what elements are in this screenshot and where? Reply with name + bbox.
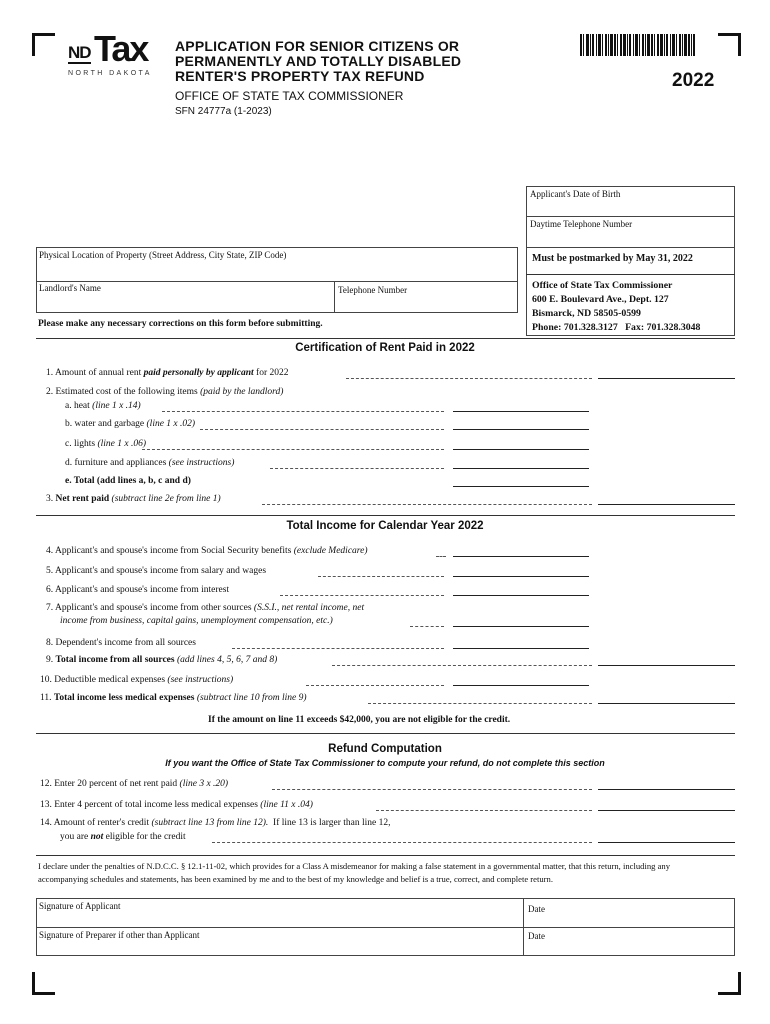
mailing-divider (526, 274, 735, 275)
refund-section-top-rule (36, 733, 735, 734)
form-number: SFN 24777a (1-2023) (175, 106, 272, 117)
income-section-heading: Total Income for Calendar Year 2022 (286, 520, 484, 532)
line-1-year: for 2022 (253, 368, 289, 378)
rent-section-top-rule (36, 338, 735, 339)
line-2c-amount[interactable] (453, 449, 589, 450)
line-9-title: Total income from all sources (55, 655, 175, 665)
line-11-leader (368, 703, 592, 704)
line-13-amount[interactable] (598, 810, 735, 811)
line-14-label (40, 818, 391, 828)
line-13-text: 13. Enter 4 percent of total income less medical expenses (40, 800, 261, 810)
line-1-amount[interactable] (598, 378, 735, 379)
line-7-note-1: (S.S.I., net rental income, net (253, 603, 365, 613)
line-3-formula: (subtract line 2e from line 1) (109, 494, 221, 504)
applicant-date-field[interactable] (523, 898, 735, 928)
title-line-3: RENTER'S PROPERTY TAX REFUND (175, 68, 425, 84)
line-2a-text: a. heat (65, 401, 93, 411)
crop-mark-top-left (32, 33, 55, 56)
landlord-phone-label: Telephone Number (338, 285, 408, 295)
line-14-condition: If line 13 is larger than line 12, (268, 818, 391, 828)
property-location-label: Physical Location of Property (Street Address, City State, ZIP Code) (39, 250, 287, 260)
line-11-title: Total income less medical expenses (53, 693, 195, 703)
line-3-title: Net rent paid (55, 494, 110, 504)
refund-section-subheading: If you want the Office of State Tax Commissioner to compute your refund, do not complete this section (165, 758, 605, 768)
preparer-signature-field[interactable] (36, 927, 524, 956)
line-5-label: 5. Applicant's and spouse's income from salary and wages (46, 566, 267, 576)
line-3-number: 3. (46, 494, 56, 504)
line-7-label (46, 603, 364, 613)
preparer-signature-label: Signature of Preparer if other than Applicant (39, 930, 200, 940)
line-6-label: 6. Applicant's and spouse's income from interest (46, 585, 230, 595)
barcode-image (580, 34, 695, 56)
line-12-amount[interactable] (598, 789, 735, 790)
crop-mark-bottom-right (718, 972, 741, 995)
line-10-label (40, 675, 233, 685)
line-2a-leader (162, 411, 444, 412)
line-2c-label (65, 439, 146, 449)
phone-label: Daytime Telephone Number (530, 219, 633, 229)
line-2a-amount[interactable] (453, 411, 589, 412)
form-title (175, 39, 461, 84)
line-8-leader (232, 648, 444, 649)
line-4-note: (exclude Medicare) (293, 546, 368, 556)
line-1-label (46, 368, 289, 378)
tax-year: 2022 (672, 70, 715, 91)
line-11-amount[interactable] (598, 703, 735, 704)
property-location-field[interactable] (36, 247, 518, 282)
line-14-amount[interactable] (598, 842, 735, 843)
line-5-leader (318, 576, 444, 577)
line-2a-label (65, 401, 141, 411)
line-6-leader (280, 595, 444, 596)
line-8-label: 8. Dependent's income from all sources (46, 638, 196, 648)
line-4-label (46, 546, 368, 556)
line-11-formula: (subtract line 10 from line 9) (194, 693, 307, 703)
postmark-deadline: Must be postmarked by May 31, 2022 (532, 253, 693, 264)
line-7-amount[interactable] (453, 626, 589, 627)
line-7-note-2: income from business, capital gains, unemployment compensation, etc.) (60, 616, 333, 626)
eligibility-warning: If the amount on line 11 exceeds $42,000, you are not eligible for the credit. (208, 715, 511, 725)
line-9-formula: (add lines 4, 5, 6, 7 and 8) (174, 655, 278, 665)
declaration-text: I declare under the penalties of N.D.C.C. § 12.1-11-02, which provides for a Class A misdemeanor for making a false statement in a governmental matter, that this return, including any accompanying schedules and statements, has been examined by me and to the best of my knowledge and belief is a true, correct, and complete return. (38, 861, 671, 884)
line-2c-formula: (line 1 x .06) (97, 439, 147, 449)
line-12-formula: (line 3 x .20) (179, 779, 229, 789)
crop-mark-top-right (718, 33, 741, 56)
mailing-line-3: Bismarck, ND 58505-0599 (532, 308, 641, 319)
line-7-leader (410, 626, 444, 627)
line-2d-formula: (see instructions) (168, 458, 235, 468)
line-10-text: 10. Deductible medical expenses (40, 675, 168, 685)
line-13-label (40, 800, 313, 810)
mailing-line-4: Phone: 701.328.3127 Fax: 701.328.3048 (532, 322, 701, 333)
logo-state: NORTH DAKOTA (68, 70, 152, 77)
crop-mark-bottom-left (32, 972, 55, 995)
line-10-leader (306, 685, 444, 686)
income-section-top-rule (36, 515, 735, 516)
landlord-name-label: Landlord's Name (39, 283, 101, 293)
line-9-number: 9. (46, 655, 56, 665)
corrections-note: Please make any necessary corrections on this form before submitting. (38, 319, 323, 329)
line-12-text: 12. Enter 20 percent of net rent paid (40, 779, 180, 789)
dob-label: Applicant's Date of Birth (530, 189, 621, 199)
line-4-leader (436, 556, 446, 557)
line-4-text: 4. Applicant's and spouse's income from Social Security benefits (46, 546, 294, 556)
line-14-formula: (subtract line 13 from line 12). (151, 818, 269, 828)
logo-nd: ND (68, 43, 91, 62)
line-11-number: 11. (40, 693, 54, 703)
logo-tax: Tax (94, 28, 148, 69)
refund-section-heading: Refund Computation (328, 743, 442, 755)
line-1-text: 1. Amount of annual rent (46, 368, 144, 378)
line-1-emphasis: paid personally by applicant (143, 368, 254, 378)
line-2b-leader (200, 429, 444, 430)
line-2d-leader (270, 468, 444, 469)
applicant-dob-field[interactable] (526, 186, 735, 217)
line-2d-text: d. furniture and appliances (65, 458, 169, 468)
mailing-line-2: 600 E. Boulevard Ave., Dept. 127 (532, 294, 669, 305)
line-13-leader (376, 810, 592, 811)
line-2e-label: e. Total (add lines a, b, c and d) (65, 476, 191, 486)
line-9-amount[interactable] (598, 665, 735, 666)
line-2-emphasis: (paid by the landlord) (200, 387, 284, 397)
line-9-leader (332, 665, 592, 666)
line-2d-label (65, 458, 234, 468)
line-3-amount[interactable] (598, 504, 735, 505)
line-2b-formula: (line 1 x .02) (146, 419, 196, 429)
line-9-label (46, 655, 277, 665)
mailing-line-1: Office of State Tax Commissioner (532, 280, 673, 291)
applicant-signature-label: Signature of Applicant (39, 901, 121, 911)
line-2c-text: c. lights (65, 439, 98, 449)
line-8-amount[interactable] (453, 648, 589, 649)
line-14-not: not (90, 832, 104, 842)
line-12-label (40, 779, 228, 789)
line-10-note: (see instructions) (167, 675, 234, 685)
mailing-address (532, 279, 700, 335)
line-2-label (46, 387, 283, 397)
applicant-signature-field[interactable] (36, 898, 524, 928)
rent-section-heading: Certification of Rent Paid in 2022 (295, 342, 475, 354)
line-2b-text: b. water and garbage (65, 419, 147, 429)
line-1-leader (346, 378, 592, 379)
preparer-date-label: Date (528, 931, 545, 941)
daytime-phone-field[interactable] (526, 216, 735, 248)
line-4-amount[interactable] (453, 556, 589, 557)
line-7-label-cont (60, 616, 333, 626)
line-2b-amount[interactable] (453, 429, 589, 430)
line-2c-leader (142, 449, 444, 450)
preparer-date-field[interactable] (523, 927, 735, 956)
title-line-1: APPLICATION FOR SENIOR CITIZENS OR (175, 38, 460, 54)
line-12-leader (272, 789, 592, 790)
line-14-label-cont (60, 832, 186, 842)
line-2a-formula: (line 1 x .14) (92, 401, 141, 411)
line-11-label (40, 693, 307, 703)
declaration-top-rule (36, 855, 735, 856)
line-6-amount[interactable] (453, 595, 589, 596)
line-14-cont-end: eligible for the credit (103, 832, 186, 842)
line-2b-label (65, 419, 195, 429)
line-10-amount[interactable] (453, 685, 589, 686)
line-7-text: 7. Applicant's and spouse's income from other sources (46, 603, 254, 613)
landlord-phone-field[interactable] (334, 281, 518, 313)
nd-tax-logo (66, 28, 166, 84)
line-13-formula: (line 11 x .04) (260, 800, 313, 810)
line-2d-amount[interactable] (453, 468, 589, 469)
landlord-name-field[interactable] (36, 281, 335, 313)
line-2e-amount[interactable] (453, 486, 589, 487)
office-name: OFFICE OF STATE TAX COMMISSIONER (175, 89, 404, 103)
line-2-text: 2. Estimated cost of the following items (46, 387, 201, 397)
applicant-date-label: Date (528, 904, 545, 914)
line-5-amount[interactable] (453, 576, 589, 577)
line-14-text: 14. Amount of renter's credit (40, 818, 152, 828)
title-line-2: PERMANENTLY AND TOTALLY DISABLED (175, 53, 462, 69)
line-3-leader (262, 504, 592, 505)
line-14-leader (212, 842, 592, 843)
line-14-cont-text: you are (60, 832, 91, 842)
line-3-label (46, 494, 221, 504)
